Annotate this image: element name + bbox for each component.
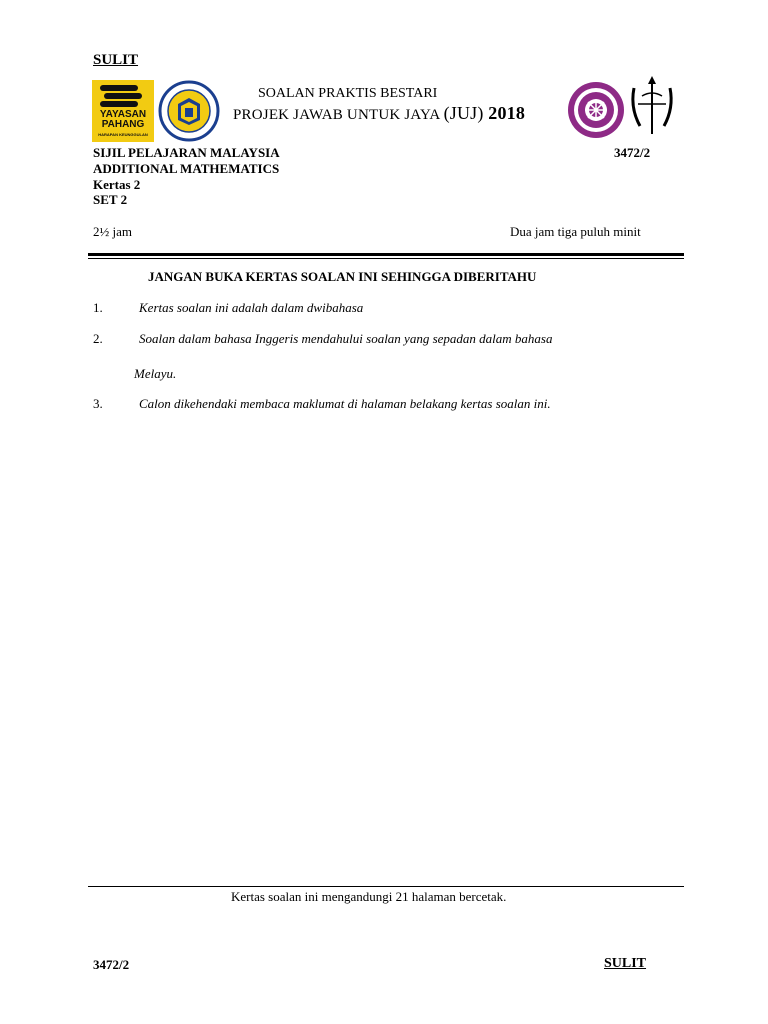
exam-set: SET 2 bbox=[93, 192, 128, 207]
yayasan-pahang-logo bbox=[92, 80, 154, 142]
exam-subject: ADDITIONAL MATHEMATICS bbox=[93, 161, 280, 176]
title-line-2-juj: (JUJ) bbox=[443, 103, 484, 123]
instruction-1-number: 1. bbox=[93, 300, 103, 315]
instruction-1-text: Kertas soalan ini adalah dalam dwibahasa bbox=[139, 300, 364, 315]
divider-thin bbox=[88, 258, 684, 259]
divider-thick bbox=[88, 253, 684, 256]
exam-code: 3472/2 bbox=[614, 145, 651, 160]
yayasan-logo-line1: YAYASAN bbox=[99, 109, 147, 120]
sulit-label-top: SULIT bbox=[93, 52, 139, 68]
yayasan-logo-line2: PAHANG bbox=[101, 119, 145, 130]
page-count-note: Kertas soalan ini mengandungi 21 halaman bercetak. bbox=[231, 889, 507, 904]
duration-short: 2½ jam bbox=[93, 224, 132, 239]
sulit-label-bottom: SULIT bbox=[604, 956, 647, 971]
exam-title-spm: SIJIL PELAJARAN MALAYSIA bbox=[93, 145, 280, 160]
title-line-2-main: PROJEK JAWAB UNTUK JAYA bbox=[233, 107, 444, 123]
education-department-emblem bbox=[158, 80, 220, 142]
footer-exam-code: 3472/2 bbox=[93, 957, 130, 972]
instruction-2-text: Soalan dalam bahasa Inggeris mendahului soalan yang sepadan dalam bahasa bbox=[139, 331, 553, 346]
instruction-3-number: 3. bbox=[93, 396, 103, 411]
title-line-2 bbox=[233, 103, 525, 124]
pahang-state-crest bbox=[628, 74, 676, 140]
footer-divider bbox=[88, 886, 684, 887]
duration-long: Dua jam tiga puluh minit bbox=[510, 224, 641, 239]
title-line-2-year: 2018 bbox=[483, 103, 526, 123]
yayasan-logo-line3: HARAPAN KEUNGGULAN bbox=[98, 132, 148, 137]
exam-paper: Kertas 2 bbox=[93, 177, 141, 192]
school-circle-emblem bbox=[566, 80, 626, 140]
title-line-1: SOALAN PRAKTIS BESTARI bbox=[258, 86, 438, 101]
instruction-3-text: Calon dikehendaki membaca maklumat di halaman belakang kertas soalan ini. bbox=[139, 396, 551, 411]
warning-notice: JANGAN BUKA KERTAS SOALAN INI SEHINGGA DIBERITAHU bbox=[148, 269, 537, 284]
instruction-2-number: 2. bbox=[93, 331, 103, 346]
instruction-2-continuation: Melayu. bbox=[134, 366, 177, 381]
